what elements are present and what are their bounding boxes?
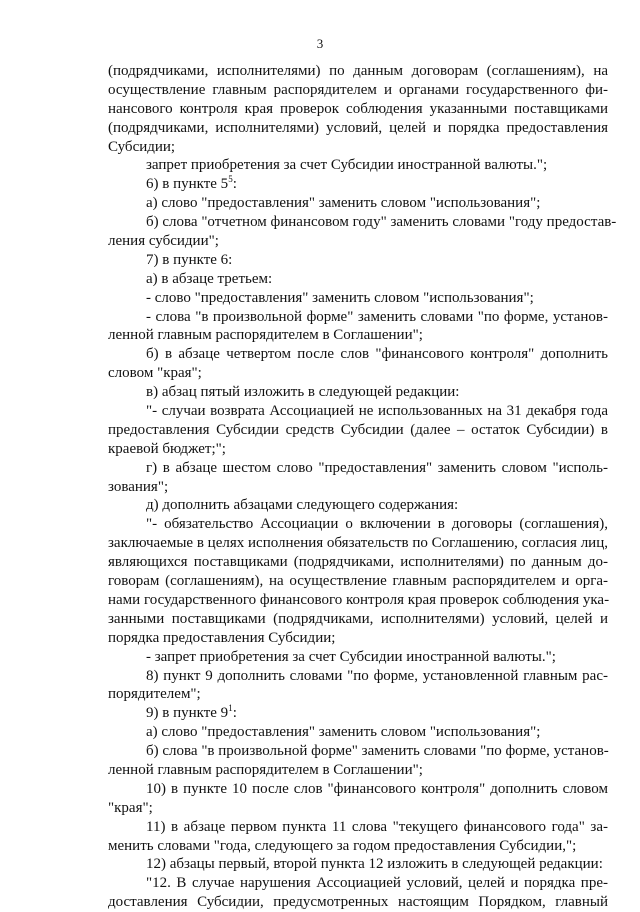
text-line: (подрядчиками, исполнителями) по данным договорам (соглашениям), на [108,63,608,79]
text-line: "12. В случае нарушения Ассоциацией условий, целей и порядка пре- [146,875,608,892]
text-line: - запрет приобретения за счет Субсидии иностранной валюты."; [146,648,556,665]
text-line: "края"; [108,799,153,816]
text-line: занными поставщиками (подрядчиками, исполнителями) условий, целей и [108,610,608,627]
text-line: доставления Субсидии, предусмотренных настоящим Порядком, главный [108,894,608,911]
text-line: ленной главным распорядителем в Соглашении"; [108,761,423,778]
page-number: 3 [316,36,324,51]
text-fragment: : [232,705,237,722]
text-line: нами государственного финансового контроля края проверок соблюдения ука- [108,591,610,608]
text-line: зования"; [108,478,169,495]
text-line: Субсидии; [108,138,176,155]
document-body [108,62,617,912]
text-fragment: 6) в пункте 5 [146,176,229,193]
text-line: б) слова "в произвольной форме" заменить словами "по форме, установ- [146,743,609,760]
text-line: 7) в пункте 6: [146,251,233,268]
superscript: 1 [228,703,233,714]
text-line: краевой бюджет;"; [108,440,226,457]
text-line: заключаемые в целях исполнения обязательств по Соглашению, согласия лиц, [108,535,608,552]
text-line [108,704,608,723]
text-line: ления субсидии"; [108,233,219,250]
text-line: а) слово "предоставления" заменить словом "использования"; [146,195,541,212]
text-line: говорам (соглашениям), на осуществление главным распорядителем и орга- [108,573,608,590]
text-line: (подрядчиками, исполнителями) условий, целей и порядка предоставления [108,119,608,136]
text-line: словом "края"; [108,365,202,382]
text-line: порядка предоставления Субсидии; [108,629,336,646]
text-fragment: 9) в пункте 9 [146,705,229,722]
text-line: 12) абзацы первый, второй пункта 12 изложить в следующей редакции: [146,856,603,873]
text-line: менить словами "года, следующего за годом предоставления Субсидии,"; [108,837,577,854]
text-line: а) слово "предоставления" заменить словом "использования"; [146,724,541,741]
text-line: осуществление главным распорядителем и органами государственного фи- [108,81,608,98]
text-line: предоставления Субсидии средств Субсидии (далее – остаток Субсидии) в [108,421,608,438]
text-line: - слово "предоставления" заменить словом "использования"; [146,289,534,306]
text-line: а) в абзаце третьем: [146,270,273,287]
text-line: "- случаи возврата Ассоциацией не использованных на 31 декабря года [146,403,608,420]
text-line: порядителем"; [108,686,201,703]
text-line: ленной главным распорядителем в Соглашении"; [108,327,423,344]
text-line: 8) пункт 9 дополнить словами "по форме, установленной главным рас- [146,667,608,684]
text-line: 10) в пункте 10 после слов "финансового контроля" дополнить словом [146,780,608,797]
text-line: запрет приобретения за счет Субсидии иностранной валюты."; [146,157,548,174]
text-line: "- обязательство Ассоциации о включении в договоры (соглашения), [146,516,608,533]
text-fragment: : [232,176,237,193]
text-line: в) абзац пятый изложить в следующей редакции: [146,384,460,401]
text-line: являющихся поставщиками (подрядчиками, исполнителями) по данным до- [108,554,608,571]
text-line: - слова "в произвольной форме" заменить словами "по форме, установ- [146,308,608,325]
text-line: д) дополнить абзацами следующего содержания: [146,497,459,514]
text-line: 11) в абзаце первом пункта 11 слова "текущего финансового года" за- [146,818,608,835]
text-line: б) слова "отчетном финансовом году" заменить словами "году предостав- [146,214,617,231]
text-line: нансового контроля края проверок соблюдения указанными поставщиками [108,100,608,117]
text-line: г) в абзаце шестом слово "предоставления" заменить словом "исполь- [146,459,608,476]
superscript: 5 [228,174,233,185]
text-line [108,175,608,194]
text-line: б) в абзаце четвертом после слов "финансового контроля" дополнить [146,346,608,363]
